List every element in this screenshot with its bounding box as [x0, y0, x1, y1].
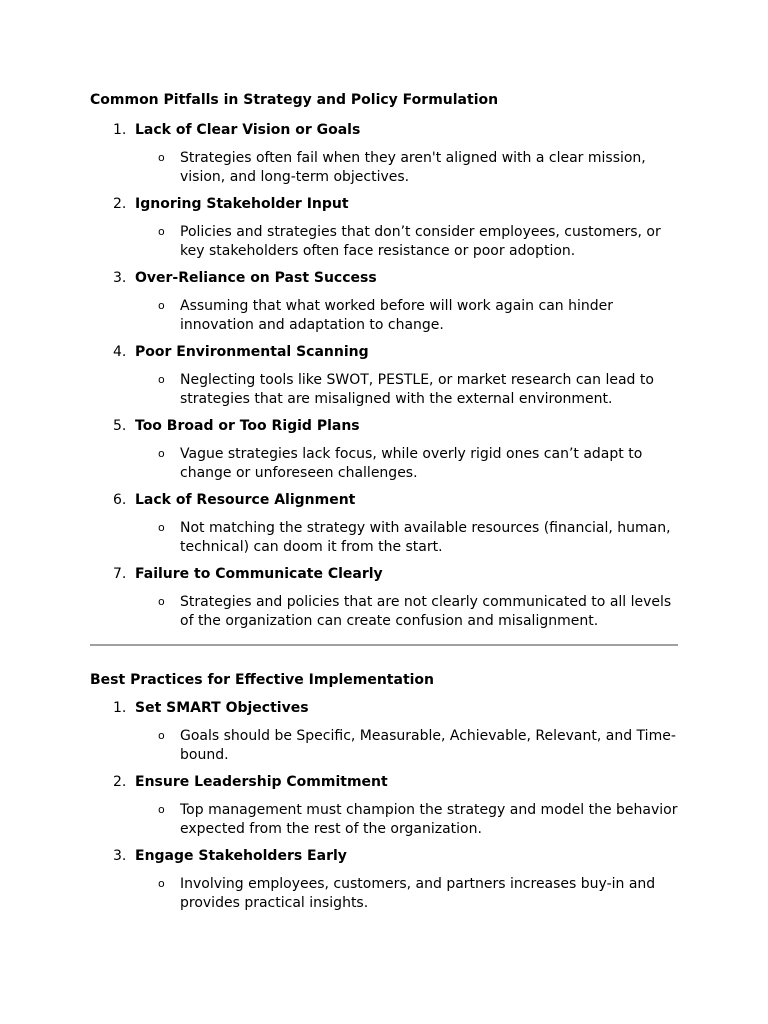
list-item-number: 5. — [113, 418, 127, 434]
list-item-title: 1. Lack of Clear Vision or Goals — [113, 122, 361, 138]
horizontal-divider — [90, 644, 678, 646]
list-item-bullet: o Involving employees, customers, and partners increases buy-in and provides practical insights. — [158, 876, 656, 911]
bullet-marker: o — [158, 447, 165, 460]
list-item-number: 3. — [113, 270, 127, 286]
list-item-bullet: o Strategies often fail when they aren't aligned with a clear mission, vision, and long-term objectives. — [158, 150, 646, 185]
bullet-marker: o — [158, 225, 165, 238]
bullet-marker: o — [158, 803, 165, 816]
list-item-bullet: o Goals should be Specific, Measurable, Achievable, Relevant, and Time-bound. — [158, 728, 676, 763]
bullet-marker: o — [158, 877, 165, 890]
list-item-bullet: o Vague strategies lack focus, while overly rigid ones can’t adapt to change or unforeseen challenges. — [158, 446, 643, 481]
bullet-marker: o — [158, 595, 165, 608]
list-item-bullet: o Not matching the strategy with available resources (financial, human, technical) can doom it from the start. — [158, 520, 671, 555]
bullet-marker: o — [158, 373, 165, 386]
list-item-bullet: o Strategies and policies that are not clearly communicated to all levels of the organization can create confusion and misalignment. — [158, 594, 672, 629]
list-item-title: 2. Ensure Leadership Commitment — [113, 774, 388, 790]
list-item-number: 2. — [113, 196, 127, 212]
list-item-number: 2. — [113, 774, 127, 790]
list-item-number: 3. — [113, 848, 127, 864]
list-item-bullet: o Neglecting tools like SWOT, PESTLE, or market research can lead to strategies that are misaligned with the external environment. — [158, 372, 654, 407]
list-item-number: 1. — [113, 122, 127, 138]
section-heading: Best Practices for Effective Implementation — [90, 672, 435, 688]
list-item-title: 3. Engage Stakeholders Early — [113, 848, 347, 864]
list-item-title: 6. Lack of Resource Alignment — [113, 492, 356, 508]
bullet-marker: o — [158, 299, 165, 312]
list-item-number: 4. — [113, 344, 127, 360]
pitfalls-section — [90, 91, 680, 630]
list-item-title: 3. Over-Reliance on Past Success — [113, 270, 377, 286]
list-item-title: 2. Ignoring Stakeholder Input — [113, 196, 349, 212]
list-item-number: 1. — [113, 700, 127, 716]
list-item-title: 1. Set SMART Objectives — [113, 700, 309, 716]
list-item-title: 4. Poor Environmental Scanning — [113, 344, 369, 360]
bullet-marker: o — [158, 729, 165, 742]
list-item-bullet: o Policies and strategies that don’t consider employees, customers, or key stakeholders often face resistance or poor adoption. — [158, 224, 661, 259]
best-practices-section — [90, 671, 680, 912]
list-item-bullet: o Assuming that what worked before will work again can hinder innovation and adaptation to change. — [158, 298, 613, 333]
list-item-number: 7. — [113, 566, 127, 582]
list-item-bullet: o Top management must champion the strategy and model the behavior expected from the rest of the organization. — [158, 802, 678, 837]
list-item-title: 7. Failure to Communicate Clearly — [113, 566, 383, 582]
bullet-marker: o — [158, 151, 165, 164]
section-heading: Common Pitfalls in Strategy and Policy Formulation — [90, 92, 499, 108]
list-item-title: 5. Too Broad or Too Rigid Plans — [113, 418, 360, 434]
list-item-number: 6. — [113, 492, 127, 508]
bullet-marker: o — [158, 521, 165, 534]
